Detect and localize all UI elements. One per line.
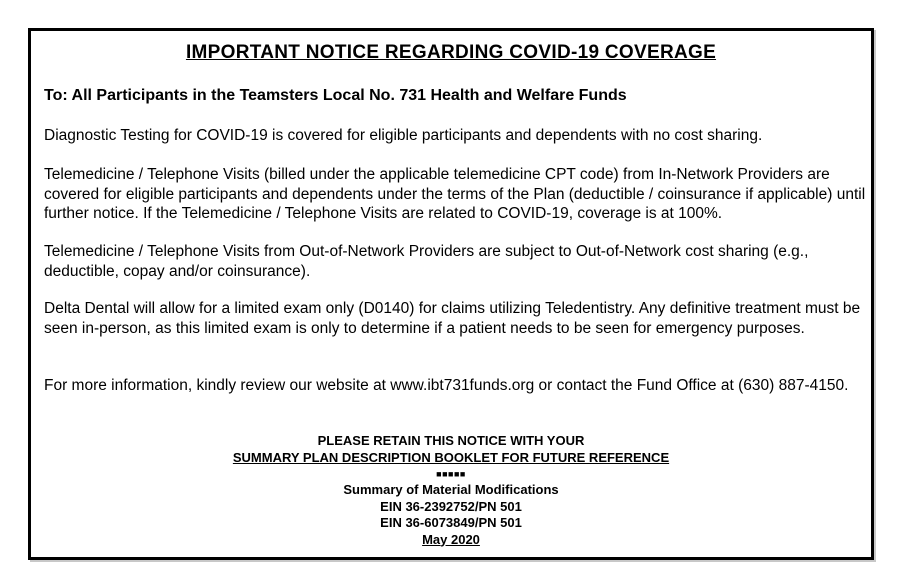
paragraph-contact-info: For more information, kindly review our website at www.ibt731funds.org or contact the Fund Office at (630) 887-4150.: [44, 377, 849, 394]
notice-date: May 2020: [422, 531, 480, 547]
paragraph-telemedicine-in-network: Telemedicine / Telephone Visits (billed under the applicable telemedicine CPT code) from In-Network Providers are covered for eligible participants and dependents under the terms of the Plan (deductible / coinsurance if applicable) until further notice. If the Telemedicine / Telephone Visits are related to COVID-19, coverage is at 100%.: [44, 166, 866, 222]
paragraph-delta-dental: Delta Dental will allow for a limited exam only (D0140) for claims utilizing Teledentistry. Any definitive treatment must be seen in-person, as this limited exam is only to determine if a patient needs to be seen for emergency purposes.: [44, 300, 861, 337]
ein-line-2: EIN 36-6073849/PN 501: [380, 515, 522, 530]
addressee-line: To: All Participants in the Teamsters Local No. 731 Health and Welfare Funds: [44, 87, 627, 104]
smm-label: Summary of Material Modifications: [343, 482, 559, 497]
ein-line-1: EIN 36-2392752/PN 501: [380, 498, 522, 514]
notice-frame: [28, 28, 874, 560]
paragraph-telemedicine-out-of-network: Telemedicine / Telephone Visits from Out-of-Network Providers are subject to Out-of-Network cost sharing (e.g., deductible, copay and/or coinsurance).: [44, 243, 809, 280]
notice-title: IMPORTANT NOTICE REGARDING COVID-19 COVERAGE: [185, 42, 717, 63]
paragraph-diagnostic-testing: Diagnostic Testing for COVID-19 is covered for eligible participants and dependents with no cost sharing.: [44, 127, 763, 144]
booklet-reference-line: SUMMARY PLAN DESCRIPTION BOOKLET FOR FUTURE REFERENCE: [232, 449, 670, 465]
notice-footer: [31, 433, 871, 548]
divider-mark: ■■■■■: [436, 469, 466, 479]
retain-notice-line: PLEASE RETAIN THIS NOTICE WITH YOUR: [317, 433, 585, 448]
